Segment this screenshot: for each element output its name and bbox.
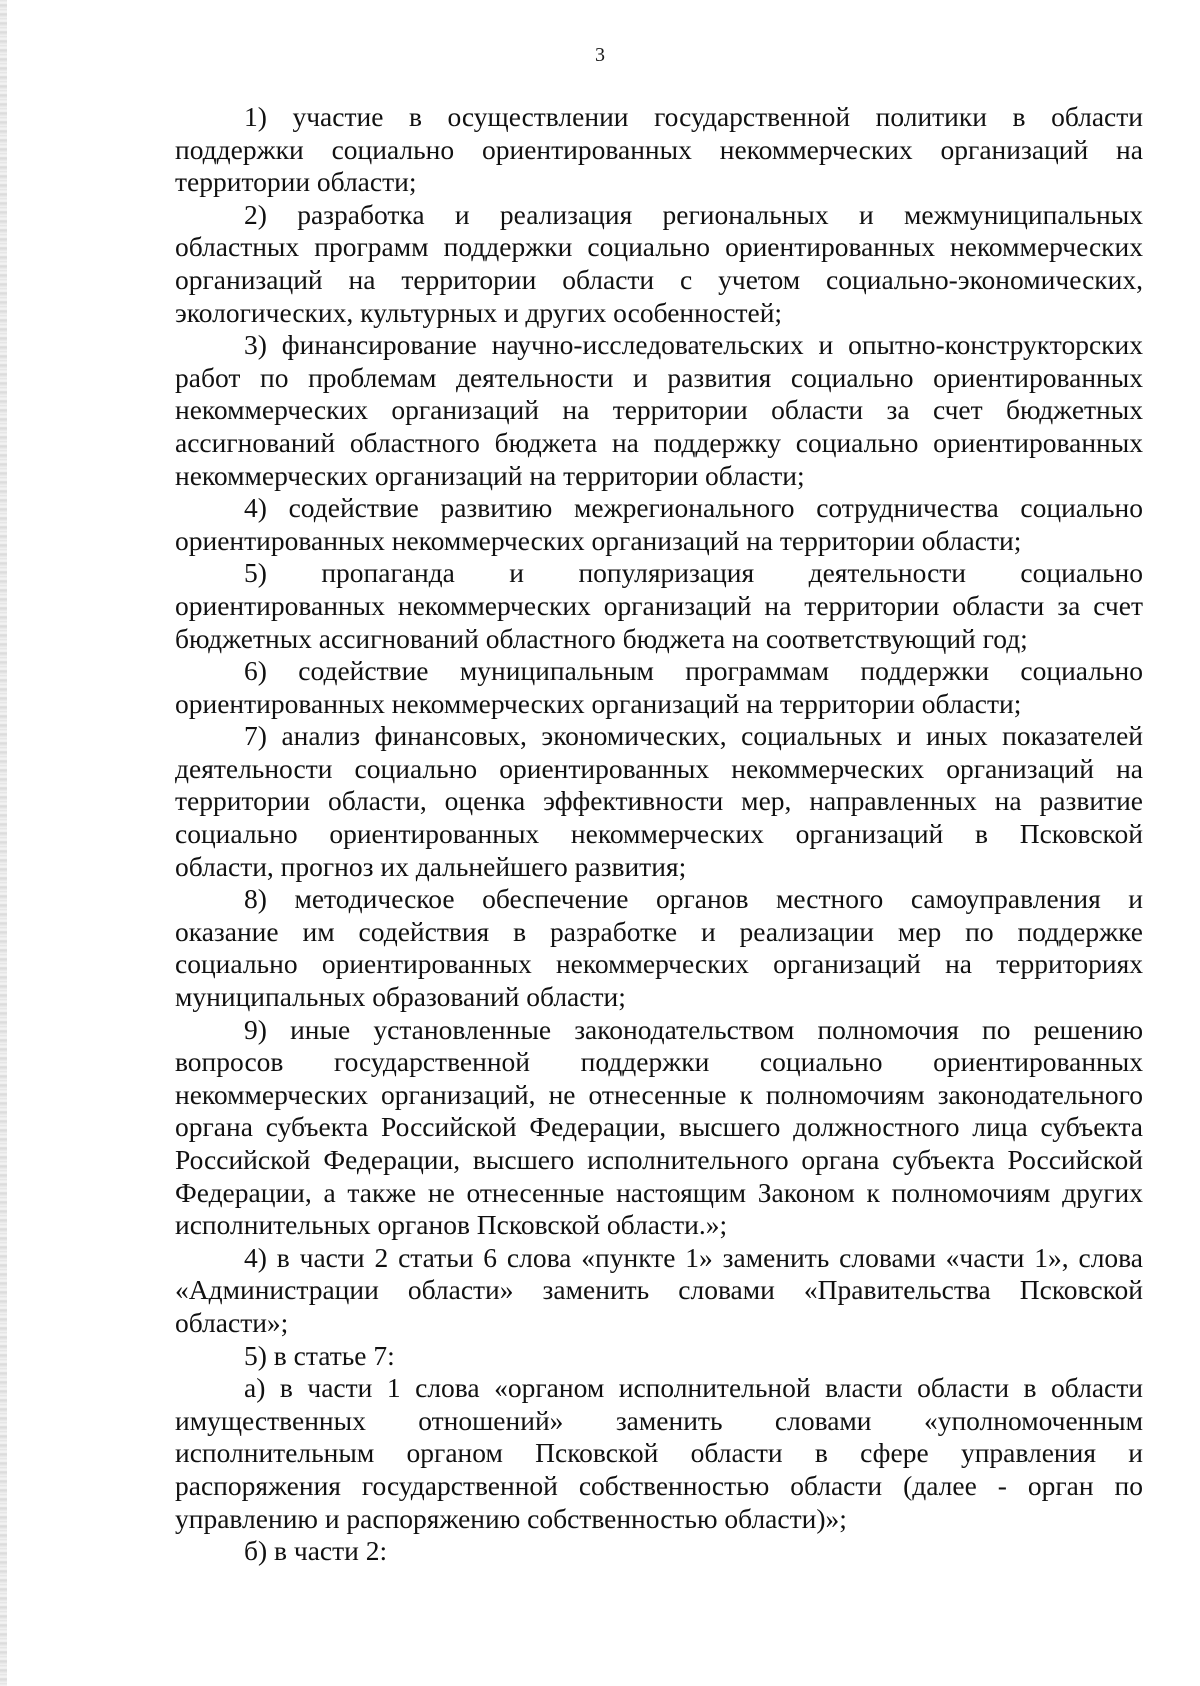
text-line: Федерации, а также не отнесенные настоящим Законом к полномочиям других — [175, 1176, 1143, 1208]
text-line: б) в части 2: — [244, 1535, 388, 1567]
text-line: деятельности социально ориентированных некоммерческих организаций на — [175, 752, 1143, 784]
text-line: 1) участие в осуществлении государственной политики в области — [244, 101, 1143, 132]
text-line: 4) в части 2 статьи 6 слова «пункте 1» заменить словами «части 1», слова — [244, 1241, 1143, 1273]
text-line: поддержки социально ориентированных некоммерческих организаций на — [175, 133, 1143, 165]
text-line: социально ориентированных некоммерческих организаций в Псковской — [175, 818, 1143, 850]
paragraph-amendment-5-article-7 — [175, 1340, 1143, 1373]
text-line: 8) методическое обеспечение органов местного самоуправления и — [244, 883, 1143, 915]
paragraph-item-1-participation — [175, 101, 1143, 199]
text-line: социально ориентированных некоммерческих организаций на территориях — [175, 948, 1143, 980]
text-line: некоммерческих организаций на территории области; — [175, 459, 805, 491]
paragraph-item-5-promotion — [175, 557, 1143, 655]
text-line: управлению и распоряжению собственностью области)»; — [175, 1502, 847, 1534]
text-line: распоряжения государственной собственностью области (далее - орган по — [175, 1469, 1143, 1501]
scan-edge — [0, 0, 7, 1686]
document-body — [175, 101, 1143, 1568]
text-line: 4) содействие развитию межрегионального сотрудничества социально — [244, 492, 1143, 524]
text-line: организаций на территории области с учетом социально-экономических, — [175, 263, 1143, 295]
text-line: вопросов государственной поддержки социально ориентированных — [175, 1046, 1143, 1078]
paragraph-amendment-4-article-6 — [175, 1242, 1143, 1340]
text-line: бюджетных ассигнований областного бюджета на соответствующий год; — [175, 622, 1028, 654]
text-line: 6) содействие муниципальным программам поддержки социально — [244, 655, 1143, 687]
paragraph-item-6-municipal-programs — [175, 655, 1143, 720]
text-line: 5) пропаганда и популяризация деятельности социально — [244, 557, 1143, 589]
paragraph-item-9-other-powers — [175, 1014, 1143, 1242]
text-line: области, прогноз их дальнейшего развития; — [175, 850, 687, 882]
paragraph-amendment-5a-part-1 — [175, 1372, 1143, 1535]
paragraph-amendment-5b-part-2 — [175, 1535, 1143, 1568]
text-line: имущественных отношений» заменить словами «уполномоченным — [175, 1404, 1143, 1436]
text-line: некоммерческих организаций, не отнесенные к полномочиям законодательного — [175, 1078, 1143, 1110]
text-line: 7) анализ финансовых, экономических, социальных и иных показателей — [244, 720, 1143, 752]
paragraph-item-4-interregional-cooperation — [175, 492, 1143, 557]
text-line: областных программ поддержки социально ориентированных некоммерческих — [175, 231, 1143, 263]
text-line: ассигнований областного бюджета на поддержку социально ориентированных — [175, 426, 1143, 458]
paragraph-item-8-methodological-support — [175, 883, 1143, 1013]
text-line: исполнительных органов Псковской области.»; — [175, 1209, 728, 1241]
text-line: оказание им содействия в разработке и реализации мер по поддержке — [175, 915, 1143, 947]
text-line: 3) финансирование научно-исследовательских и опытно-конструкторских — [244, 329, 1143, 361]
text-line: а) в части 1 слова «органом исполнительной власти области в области — [244, 1372, 1143, 1404]
paragraph-item-3-research-funding — [175, 329, 1143, 492]
text-line: муниципальных образований области; — [175, 981, 626, 1013]
text-line: 9) иные установленные законодательством полномочия по решению — [244, 1013, 1143, 1045]
text-line: 2) разработка и реализация региональных и межмуниципальных — [244, 198, 1143, 230]
text-line: 5) в статье 7: — [244, 1339, 395, 1371]
text-line: некоммерческих организаций на территории области за счет бюджетных — [175, 394, 1143, 426]
text-line: области»; — [175, 1306, 289, 1338]
paragraph-item-2-programs — [175, 199, 1143, 329]
text-line: исполнительным органом Псковской области в сфере управления и — [175, 1437, 1143, 1469]
text-line: территории области; — [175, 166, 417, 198]
text-line: «Администрации области» заменить словами «Правительства Псковской — [175, 1274, 1143, 1306]
text-line: ориентированных некоммерческих организаций на территории области; — [175, 524, 1022, 556]
text-line: экологических, культурных и других особенностей; — [175, 296, 783, 328]
text-line: органа субъекта Российской Федерации, высшего должностного лица субъекта — [175, 1111, 1143, 1143]
text-line: работ по проблемам деятельности и развития социально ориентированных — [175, 361, 1143, 393]
text-line: Российской Федерации, высшего исполнительного органа субъекта Российской — [175, 1144, 1143, 1175]
paragraph-item-7-analysis — [175, 720, 1143, 883]
text-line: территории области, оценка эффективности мер, направленных на развитие — [175, 785, 1143, 817]
text-line: ориентированных некоммерческих организаций на территории области за счет — [175, 589, 1143, 621]
text-line: ориентированных некоммерческих организаций на территории области; — [175, 687, 1022, 719]
page-number: 3 — [595, 44, 605, 66]
